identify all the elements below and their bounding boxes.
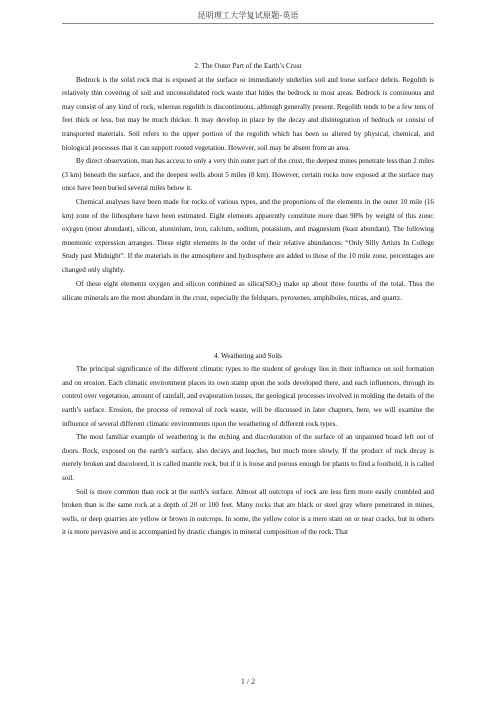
paragraph-text: Of these eight elements oxygen and silicon combined as silica(SiO bbox=[76, 279, 277, 288]
page-header: 昆明理工大学复试原题-英语 bbox=[197, 10, 299, 20]
subscript: 2 bbox=[276, 284, 279, 289]
paragraph bbox=[62, 278, 434, 306]
paragraph: The most familiar example of weathering is the etching and discoloration of the surface of an unpainted board left out of doors. Rock, exposed on the earth’s surface, also decays and leaches, but much more slowly. If the product of rock decay is merely broken and discolored, it is called mantle rock, but if it is loose and porous enough for plants to find a foothold, it is called soil. bbox=[62, 433, 434, 483]
paragraph-text: ) make up about bbox=[278, 279, 328, 288]
header-rule bbox=[62, 23, 434, 24]
paragraph: Soil is more common than rock at the earth’s surface. Almost all outcrops of rock are less firm more easily crumbled and broken than is the same rock at a depth of 20 or 100 feet. Many rocks that are black or steel gray where penetrated in mines, wells, or deep quarries are yellow or brown in outcrops. In some, the yellow color is a mere stain on or near cracks, but in others it is more pervasive and is accompanied by drastic changes in mineral composition of the rock. That bbox=[62, 487, 434, 537]
document-body bbox=[62, 60, 434, 584]
paragraph-text: three fourths of the total. Thus the silicate minerals are the most abundant in the crust, especially the feldspars, pyroxenes, amphiboles, micas, and quartz. bbox=[62, 279, 434, 303]
page-number: 1 / 2 bbox=[240, 677, 256, 686]
paragraph: Bedrock is the solid rock that is exposed at the surface or immediately underlies soil and loose surface debris. Regolith is relatively thin covering of soil and unconsolidated rock waste that hides the bedrock in most areas. Bedrock is continuous and may consist of any kind of rock, whereas regolith is discontinuous, although generally present. Regolith tends to be a few tens of feet thick or less, but may be much thicker. It may develop in place by the decay and disintegration of bedrock or consist of transported materials. Soil refers to the upper portion of the regolith which has been so altered by physical, chemical, and biological processes that it can support rooted vegetation. However, soil may be absent from an area. bbox=[62, 75, 434, 152]
paragraph: Chemical analyses have been made for rocks of various types, and the proportions of the elements in the outer 10 mile (16 km) zone of the lithosphere have been estimated. Eight elements apparently constitute more than 98% by weight of this zone: oxygen (most abundant), silicon, aluminium, iron, calcium, sodium, potassium, and magnesium (least abundant). The following mnemonic expression arranges. These eight elements in the order of their relative abundances: “Only Silly Artists In College Study past Midnight”. If the materials in the atmosphere and hydrosphere are added to those of the 10 mile zone, percentages are changed only slightly. bbox=[62, 197, 434, 274]
section-title: 2. The Outer Part of the Earth’s Crust bbox=[194, 62, 302, 70]
section-outer-crust bbox=[62, 60, 434, 306]
section-weathering bbox=[62, 350, 434, 540]
paragraph: By direct observation, man has access to only a very thin outer part of the crust, the deepest mines penetrate less than 2 miles (3 km) beneath the surface, and the deepest wells about 5 miles (8 km). However, certain rocks now exposed at the surface may once have been buried several miles below it. bbox=[62, 157, 434, 193]
section-title: 4. Weathering and Soils bbox=[214, 351, 282, 360]
paragraph: The principal significance of the different climatic types to the student of geology lies in their influence on soil formation and on erosion. Each climatic environment places its own stamp upon the soils developed there, and each influences, through its control over vegetation, amount of rainfall, and evaporation losses, the geological processes involved in molding the details of the earth’s surface. Erosion, the process of removal of rock waste, will be discussed in later chapters, here, we will examine the influence of several different climatic environments upon the weathering of different rock types. bbox=[62, 365, 434, 428]
